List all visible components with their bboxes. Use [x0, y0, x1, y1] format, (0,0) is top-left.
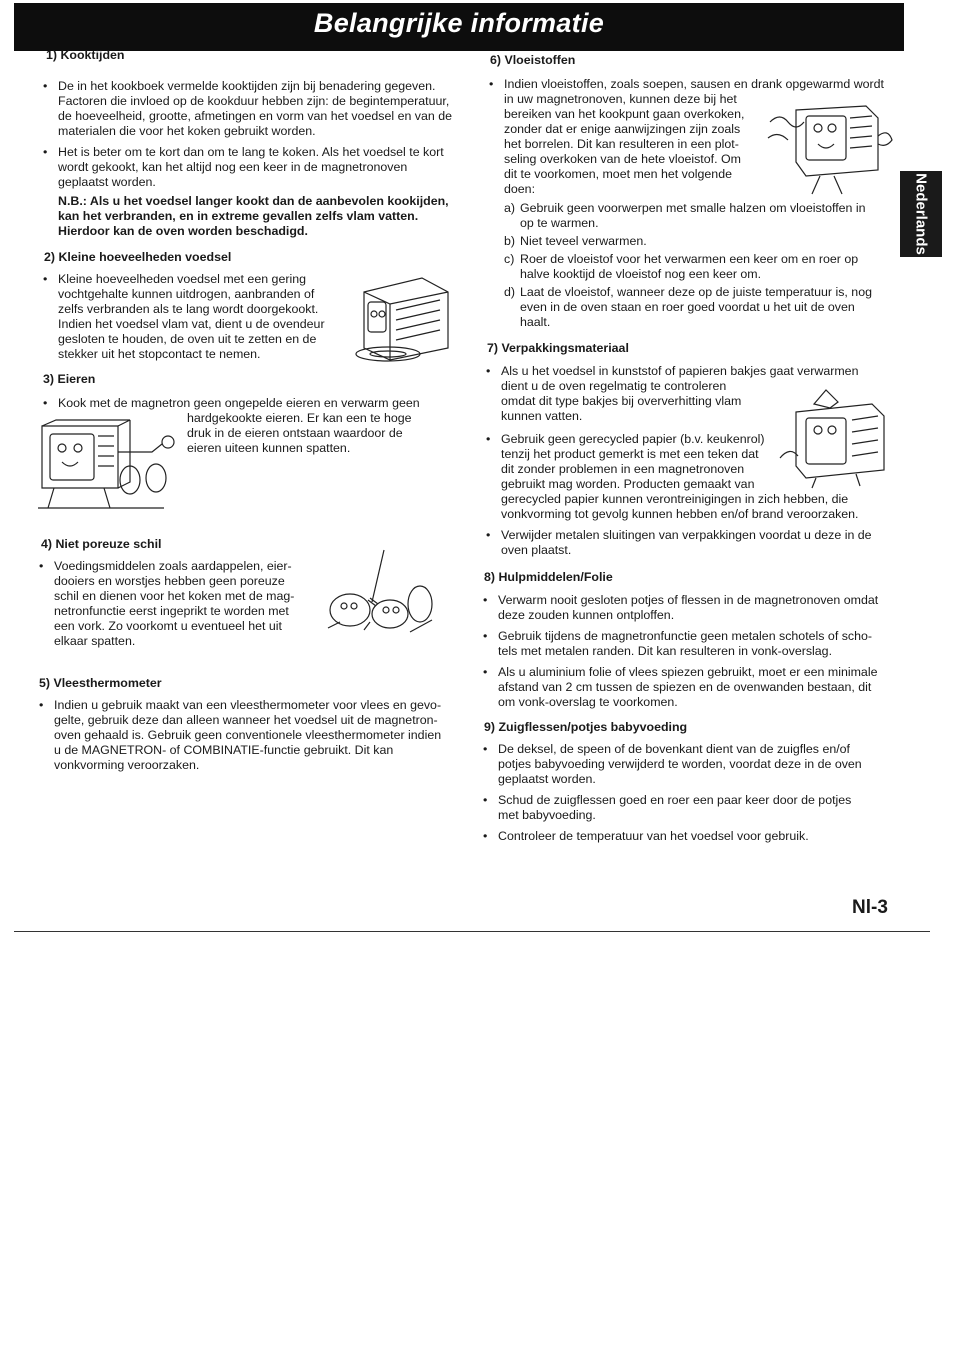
section-verpakking-heading: 7) Verpakkingsmateriaal	[487, 341, 629, 355]
page-number: Nl-3	[852, 897, 888, 918]
section-schil	[36, 559, 336, 649]
section-hulpmiddelen	[480, 593, 904, 710]
language-tab-label: Nederlands	[912, 173, 930, 255]
list-item: d) Laat de vloeistof, wanneer deze op de juiste temperatuur is, nog even in de oven staan en roer goed voordat u het uit de oven haalt.	[504, 285, 872, 329]
page-header	[14, 3, 904, 51]
list-item: • Kleine hoeveelheden voedsel met een gering vochtgehalte kunnen uitdrogen, aanbranden of zelfs verbranden als te lang wordt doorgekookt. Indien het voedsel vlam vat, dient u de ovendeur gesloten te houden, de oven uit te zetten en de stekker uit het stopcontact te nemen.	[40, 272, 350, 362]
list-item: c) Roer de vloeistof voor het verwarmen een keer om en roer op halve kooktijd de vloeistof nog een keer om.	[504, 252, 859, 281]
section-eieren	[40, 396, 480, 411]
section-hulpmiddelen-heading: 8) Hulpmiddelen/Folie	[484, 570, 613, 584]
section-vleesthermometer-heading: 5) Vleesthermometer	[39, 676, 162, 690]
list-item: • Kook met de magnetron geen ongepelde eieren en verwarm geen	[40, 396, 480, 411]
list-item: • Als u het voedsel in kunststof of papieren bakjes gaat verwarmen dient u de oven regelmatig te controleren omdat dit type bakjes bij oververhitting vlam kunnen vatten.	[483, 364, 903, 424]
section-eieren-cont: hardgekookte eieren. Er kan een te hoge druk in de eieren ontstaan waardoor de eieren uiteen kunnen spatten.	[187, 411, 412, 455]
list-item: • Het is beter om te kort dan om te lang te koken. Als het voedsel te kort wordt gekookt, kan het altijd nog een keer in de magnetronoven geplaatst worden.	[40, 145, 480, 190]
section-eieren-heading: 3) Eieren	[43, 372, 96, 386]
list-item: • Verwarm nooit gesloten potjes of flessen in de magnetronoven omdat deze zouden kunnen ontploffen.	[480, 593, 904, 623]
section-zuigflessen	[480, 742, 904, 844]
list-item: • Schud de zuigflessen goed en roer een paar keer door de potjes met babyvoeding.	[480, 793, 904, 823]
list-item: • Indien vloeistoffen, zoals soepen, sausen en drank opgewarmd wordt in uw magnetronoven, kunnen deze bij het bereiken van het kookpunt gaan overkoken, zonder dat er enige aanwijzingen zijn zoals het borrelen. Dit kan resulteren in een plot- seling overkoken van de hete vloeistof. Om dit te voorkomen, moet men het volgende doen:	[486, 77, 906, 197]
section-zuigflessen-heading: 9) Zuigflessen/potjes babyvoeding	[484, 720, 688, 734]
page-title: Belangrijke informatie	[313, 8, 605, 38]
microwave-boiling-liquid-illustration	[766, 100, 896, 196]
list-item: • Gebruik geen gerecycled papier (b.v. keukenrol) tenzij het product gemerkt is met een teken dat dit zonder problemen in een magnetronoven gebruikt mag worden. Producten gemaakt van gerecycled papier kunnen verontreinigingen in zich hebben, die vonkvorming tot gevolg kunnen hebben en/of brand veroorzaken.	[483, 432, 903, 522]
section-vloeistoffen-heading: 6) Vloeistoffen	[490, 53, 576, 67]
language-tab	[900, 171, 942, 257]
microwave-with-eggs-illustration	[34, 418, 184, 512]
list-item: • Indien u gebruik maakt van een vleesthermometer voor vlees en gevo- gelte, gebruik deze dan alleen wanneer het voedsel uit de magnetron- oven gehaald is. Gebruik geen conventionele vleesthermometer indien u de MAGNETRON- of COMBINATIE-functie gebruikt. Dit kan vonkvorming veroorzaken.	[36, 698, 476, 773]
list-item: • Controleer de temperatuur van het voedsel voor gebruik.	[480, 829, 904, 844]
list-item: • Als u aluminium folie of vlees spiezen gebruikt, moet er een minimale afstand van 2 cm tussen de spiezen en de ovenwanden bestaan, dit om vonk-overslag te voorkomen.	[480, 665, 904, 710]
list-item: • Gebruik tijdens de magnetronfunctie geen metalen schotels of scho- tels met metalen randen. Dit kan resulteren in vonk-overslag.	[480, 629, 904, 659]
microwave-packaging-illustration	[776, 386, 888, 490]
list-item: • De deksel, de speen of de bovenkant dient van de zuigfles en/of potjes babyvoeding verwijderd te worden, voordat deze in de oven geplaatst worden.	[480, 742, 904, 787]
list-item: a) Gebruik geen voorwerpen met smalle halzen om vloeistoffen in op te warmen.	[504, 201, 866, 230]
section-kooktijden	[40, 79, 480, 239]
footer-divider	[14, 931, 930, 932]
list-item: • De in het kookboek vermelde kooktijden zijn bij benadering gegeven. Factoren die invloed op de kookduur hebben zijn: de begintemperatuur, de hoeveelheid, grootte, afmetingen en vorm van het voedsel en van de materialen die voor het koken gebruikt worden.	[40, 79, 480, 139]
section-kleine-heading: 2) Kleine hoeveelheden voedsel	[44, 250, 232, 264]
warning-note: N.B.: Als u het voedsel langer kookt dan de aanbevolen kookijden, kan het verbranden, en in extreme gevallen zelfs vlam vatten. Hierdoor kan de oven worden beschadigd.	[58, 194, 449, 238]
section-schil-heading: 4) Niet poreuze schil	[41, 537, 162, 551]
list-item: • Voedingsmiddelen zoals aardappelen, eier- dooiers en worstjes hebben geen poreuze schil en dienen voor het koken met de mag- netronfunctie eerst ingeprikt te worden met een vork. Zo voorkomt u eventueel het uit elkaar spatten.	[36, 559, 336, 649]
list-item: • Verwijder metalen sluitingen van verpakkingen voordat u deze in de oven plaatst.	[483, 528, 903, 558]
list-item: b) Niet teveel verwarmen.	[504, 234, 647, 248]
section-kooktijden-heading: 1) Kooktijden	[46, 48, 125, 62]
section-vleesthermometer	[36, 698, 476, 773]
section-kleine	[40, 272, 350, 362]
potatoes-with-fork-illustration	[320, 548, 440, 640]
microwave-with-plate-illustration	[352, 270, 456, 374]
